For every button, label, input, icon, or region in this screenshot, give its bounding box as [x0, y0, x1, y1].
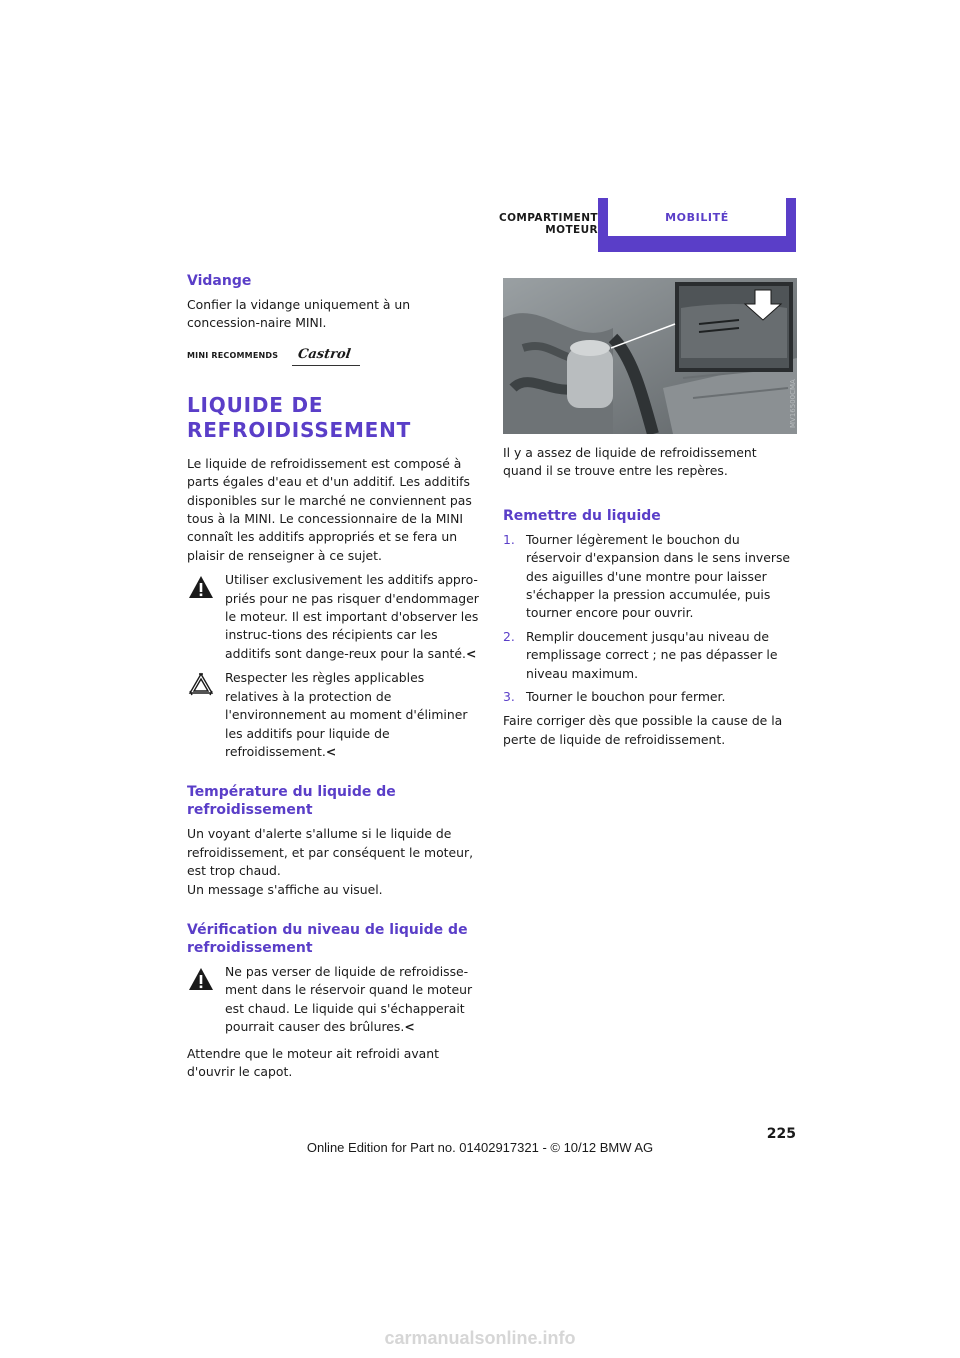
step-text: Tourner légèrement le bouchon du réservoir d'expansion dans le sens inverse des aiguilles d'une montre pour laisser s'échapper la pression accumulée, puis tourner encore pour ouvrir.: [526, 531, 791, 621]
coolant-heading-line1: LIQUIDE DE: [187, 392, 324, 417]
end-mark: <: [404, 1019, 415, 1035]
castrol-logo-text: Castrol: [297, 346, 352, 362]
section-title: COMPARTIMENT MOTEUR: [499, 212, 598, 236]
warning-hot-engine-text: Ne pas verser de liquide de refroidisse-ment dans le réservoir quand le moteur est chaud. Le liquide qui s'échapperait pourrait causer des brûlures.: [225, 963, 473, 1035]
warning-triangle-icon: [187, 965, 215, 993]
end-mark: <: [465, 645, 477, 661]
chapter-tab-inner: [608, 198, 786, 236]
environment-note-para: [187, 669, 479, 761]
warning-triangle-icon: [187, 573, 215, 601]
castrol-logo-icon: [292, 346, 360, 366]
step-number: 1.: [503, 531, 515, 547]
level-check-heading: Vérification du niveau de liquide de refroidissement: [187, 921, 468, 956]
environment-note: [187, 669, 479, 761]
step-number: 3.: [503, 689, 515, 705]
engine-bay-image: [503, 278, 797, 434]
refill-steps: [503, 531, 797, 707]
page-number: 225: [766, 1126, 796, 1142]
list-item: [503, 628, 797, 683]
end-mark: <: [325, 743, 337, 759]
footer-edition: Online Edition for Part no. 01402917321 - © 10/12 BMW AG: [306, 1140, 654, 1155]
temperature-heading: Température du liquide de refroidissement: [187, 784, 396, 819]
vidange-heading: Vidange: [187, 273, 252, 289]
coolant-heading-line2: REFROIDISSEMENT: [187, 417, 412, 442]
chapter-tab: [598, 198, 796, 252]
temperature-text-1: Un voyant d'alerte s'allume si le liquide de refroidissement, et par conséquent le moteur, est trop chaud.: [187, 826, 474, 879]
list-item: [503, 688, 797, 706]
watermark: carmanualsonline.info: [384, 1328, 576, 1348]
svg-text:MV16500CMA: MV16500CMA: [789, 379, 797, 428]
coolant-reservoir-photo: [503, 278, 797, 434]
warning-note-additives: [187, 571, 479, 663]
warning-note-hot-engine: [187, 963, 479, 1037]
list-item: [503, 531, 797, 623]
environment-text: Respecter les règles applicables relatives à la protection de l'environnement au moment d'éliminer les additifs pour liquide de refroidissement.: [225, 670, 468, 759]
mini-recommends-banner: [187, 345, 479, 367]
left-column: [187, 272, 479, 1081]
warning-additives-text: Utiliser exclusivement les additifs appro-priés pour ne pas risquer d'endommager le moteur. Il est important d'observer les instruc-tions des récipients car les additifs sont dange-reux pour la santé.: [225, 572, 479, 661]
step-text: Remplir doucement jusqu'au niveau de remplissage correct ; ne pas dépasser le niveau maximum.: [526, 628, 778, 681]
mini-recommends-label: MINI RECOMMENDS: [187, 351, 279, 361]
recycle-icon: [187, 671, 215, 699]
vidange-text: Confier la vidange uniquement à un concession-naire MINI.: [187, 297, 411, 331]
right-column: [503, 278, 797, 749]
photo-caption: Il y a assez de liquide de refroidissement quand il se trouve entre les repères.: [503, 445, 757, 479]
temperature-text-2: Un message s'affiche au visuel.: [187, 881, 383, 897]
warning-note-additives-para: [187, 571, 479, 663]
coolant-intro: Le liquide de refroidissement est composé à parts égales d'eau et d'un additif. Les additifs disponibles sur le marché ne conviennent pas tous à la MINI. Le concessionnaire de la MINI connaît les additifs appropriés et se fera un plaisir de renseigner à ce sujet.: [187, 455, 472, 563]
step-number: 2.: [503, 628, 515, 644]
step-text: Tourner le bouchon pour fermer.: [526, 689, 726, 705]
refill-heading: Remettre du liquide: [503, 507, 661, 524]
final-text: Faire corriger dès que possible la cause de la perte de liquide de refroidissement.: [503, 713, 783, 747]
chapter-tab-label: MOBILITÉ: [665, 210, 729, 224]
wait-text: Attendre que le moteur ait refroidi avant d'ouvrir le capot.: [187, 1045, 439, 1079]
warning-note-hot-engine-para: [187, 963, 479, 1037]
